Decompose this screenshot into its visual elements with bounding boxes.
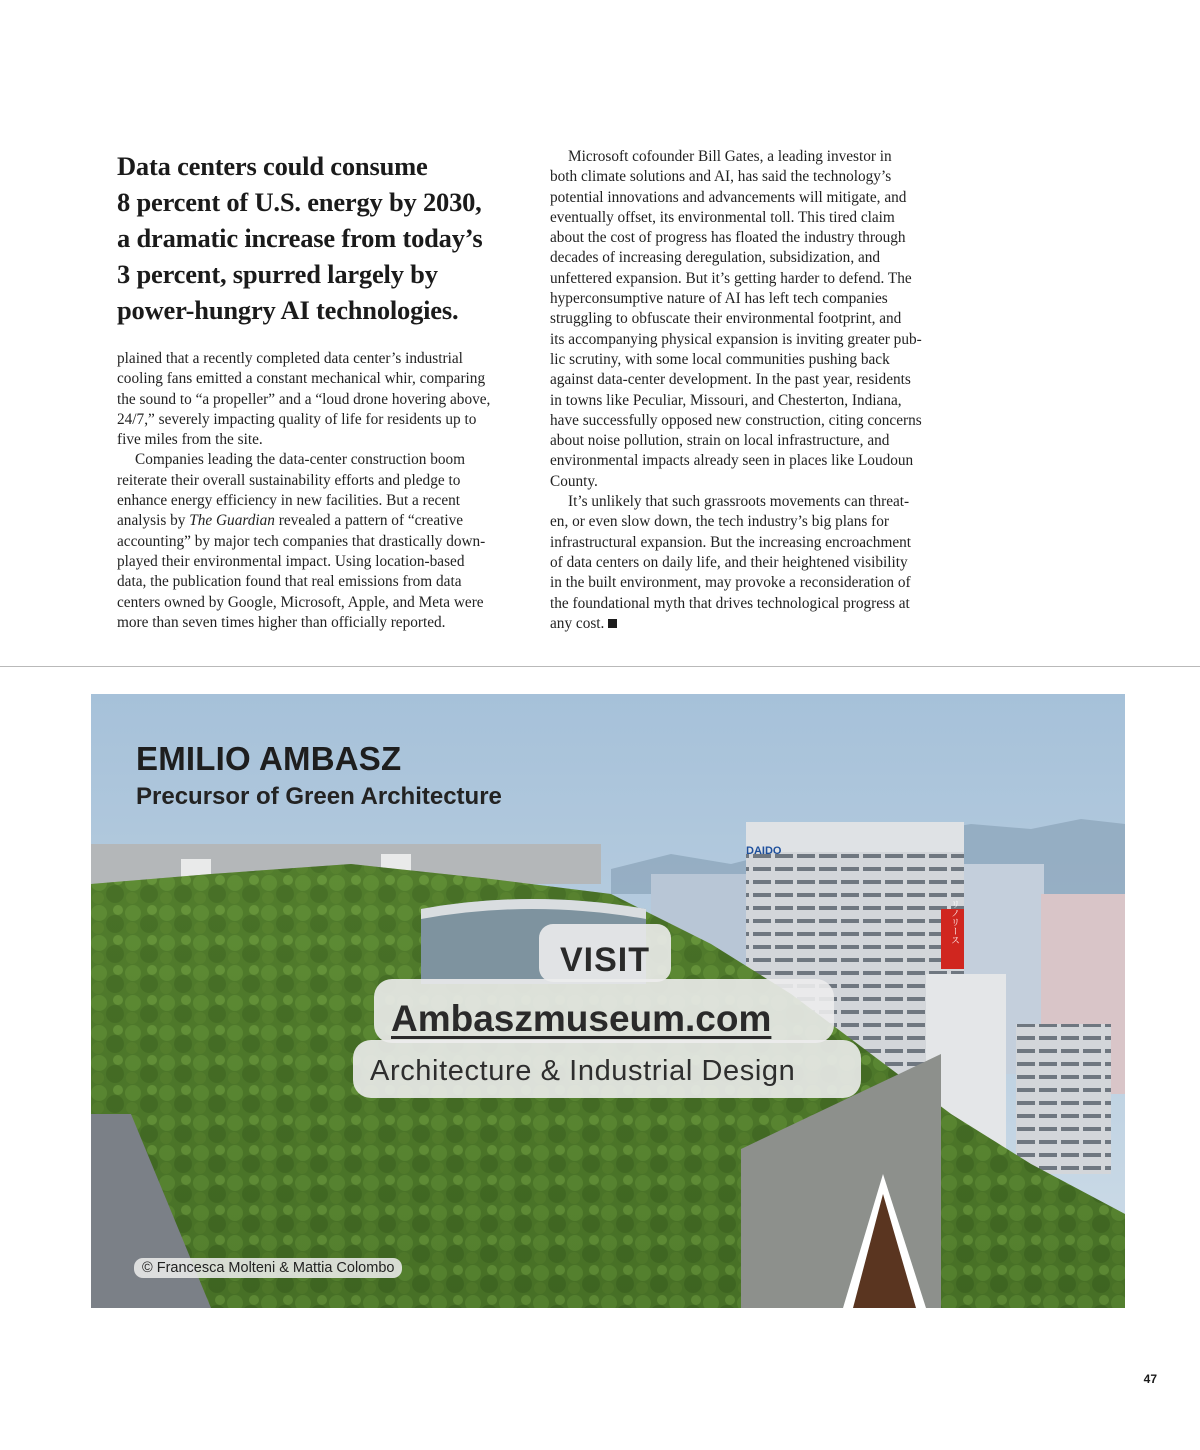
text-line: in towns like Peculiar, Missouri, and Chesterton, Indiana, (550, 391, 902, 409)
text-line: environmental impacts already seen in places like Loudoun (550, 452, 914, 470)
text-line: struggling to obfuscate their environmental footprint, and (550, 310, 902, 328)
text-line: both climate solutions and AI, has said the technology’s (550, 168, 892, 186)
article-paragraph (117, 349, 537, 450)
text-line: lic scrutiny, with some local communities pushing back (550, 350, 890, 368)
text-line: unfettered expansion. But it’s getting harder to defend. The (550, 269, 912, 287)
text-line: five miles from the site. (117, 431, 263, 449)
text-line: in the built environment, may provoke a reconsideration of (550, 574, 911, 592)
text-line: have successfully opposed new construction, citing concerns (550, 411, 922, 429)
text-line: infrastructural expansion. But the increasing encroachment (550, 533, 912, 551)
text-line: potential innovations and advancements will mitigate, and (550, 188, 907, 206)
pull-quote-line: 3 percent, spurred largely by (117, 259, 438, 289)
text-line: enhance energy efficiency in new facilities. But a recent (117, 492, 461, 510)
article-paragraph (117, 450, 537, 633)
text-line: against data-center development. In the past year, residents (550, 371, 911, 389)
text-line: en, or even slow down, the tech industry’s big plans for (550, 513, 890, 531)
pull-quote-line: Data centers could consume (117, 151, 428, 181)
text-line: centers owned by Google, Microsoft, Apple, and Meta were (117, 593, 484, 611)
building-apartments (1016, 1024, 1111, 1174)
text-line: about the cost of progress has floated the industry through (550, 229, 906, 247)
advertisement[interactable] (91, 694, 1125, 1308)
pull-quote (117, 148, 537, 328)
ad-subtitle: Precursor of Green Architecture (136, 783, 502, 810)
article-paragraph (550, 147, 960, 492)
text-line (550, 614, 960, 634)
text-fragment: revealed a pattern of “creative (274, 512, 464, 530)
text-line: data, the publication found that real emissions from data (117, 573, 462, 591)
text-line: of data centers on daily life, and their heightened visibility (550, 553, 908, 571)
pull-quote-line: 8 percent of U.S. energy by 2030, (117, 187, 482, 217)
red-sign-text: リノリース (949, 899, 959, 945)
text-line: County. (550, 472, 598, 490)
text-line: played their environmental impact. Using location-based (117, 552, 465, 570)
end-mark-icon (608, 619, 617, 628)
pull-quote-line: a dramatic increase from today’s (117, 223, 483, 253)
text-line: cooling fans emitted a constant mechanical whir, comparing (117, 370, 486, 388)
text-fragment: analysis by (117, 512, 190, 530)
ad-website-link[interactable]: Ambaszmuseum.com (391, 998, 772, 1039)
ad-title: EMILIO AMBASZ (136, 740, 402, 777)
article-paragraph (550, 492, 960, 634)
photo-credit (134, 1258, 402, 1278)
text-line: 24/7,” severely impacting quality of life for residents up to (117, 410, 477, 428)
text-line: its accompanying physical expansion is inviting greater pub- (550, 330, 922, 348)
article-right-column (550, 147, 960, 634)
section-divider (0, 666, 1200, 667)
text-line: plained that a recently completed data center’s industrial (117, 350, 463, 367)
text-line: eventually offset, its environmental toll. This tired claim (550, 208, 895, 226)
text-line: reiterate their overall sustainability efforts and pledge to (117, 471, 461, 489)
photo-credit-text: © Francesca Molteni & Mattia Colombo (142, 1260, 395, 1276)
text-fragment: any cost. (550, 614, 605, 632)
text-line: more than seven times higher than officially reported. (117, 613, 446, 631)
pull-quote-line: power-hungry AI technologies. (117, 295, 459, 325)
text-line: the sound to “a propeller” and a “loud drone hovering above, (117, 390, 491, 408)
text-line: decades of increasing deregulation, subsidization, and (550, 249, 881, 267)
ad-tagline: Architecture & Industrial Design (370, 1055, 796, 1087)
page-number: 47 (1143, 1372, 1157, 1386)
ad-visit-label: VISIT (560, 941, 651, 979)
text-line: Microsoft cofounder Bill Gates, a leading investor in (568, 148, 892, 165)
text-line: accounting” by major tech companies that drastically down- (117, 532, 486, 550)
text-line: the foundational myth that drives technological progress at (550, 594, 910, 612)
text-line: It’s unlikely that such grassroots movements can threat- (568, 493, 910, 511)
article-left-column (117, 349, 537, 633)
daido-sign: DAIDO (746, 845, 782, 857)
text-line: about noise pollution, strain on local infrastructure, and (550, 432, 890, 450)
text-line (117, 511, 537, 531)
publication-name: The Guardian (189, 512, 275, 530)
text-line: Companies leading the data-center construction boom (135, 451, 466, 469)
text-line: hyperconsumptive nature of AI has left tech companies (550, 290, 888, 308)
